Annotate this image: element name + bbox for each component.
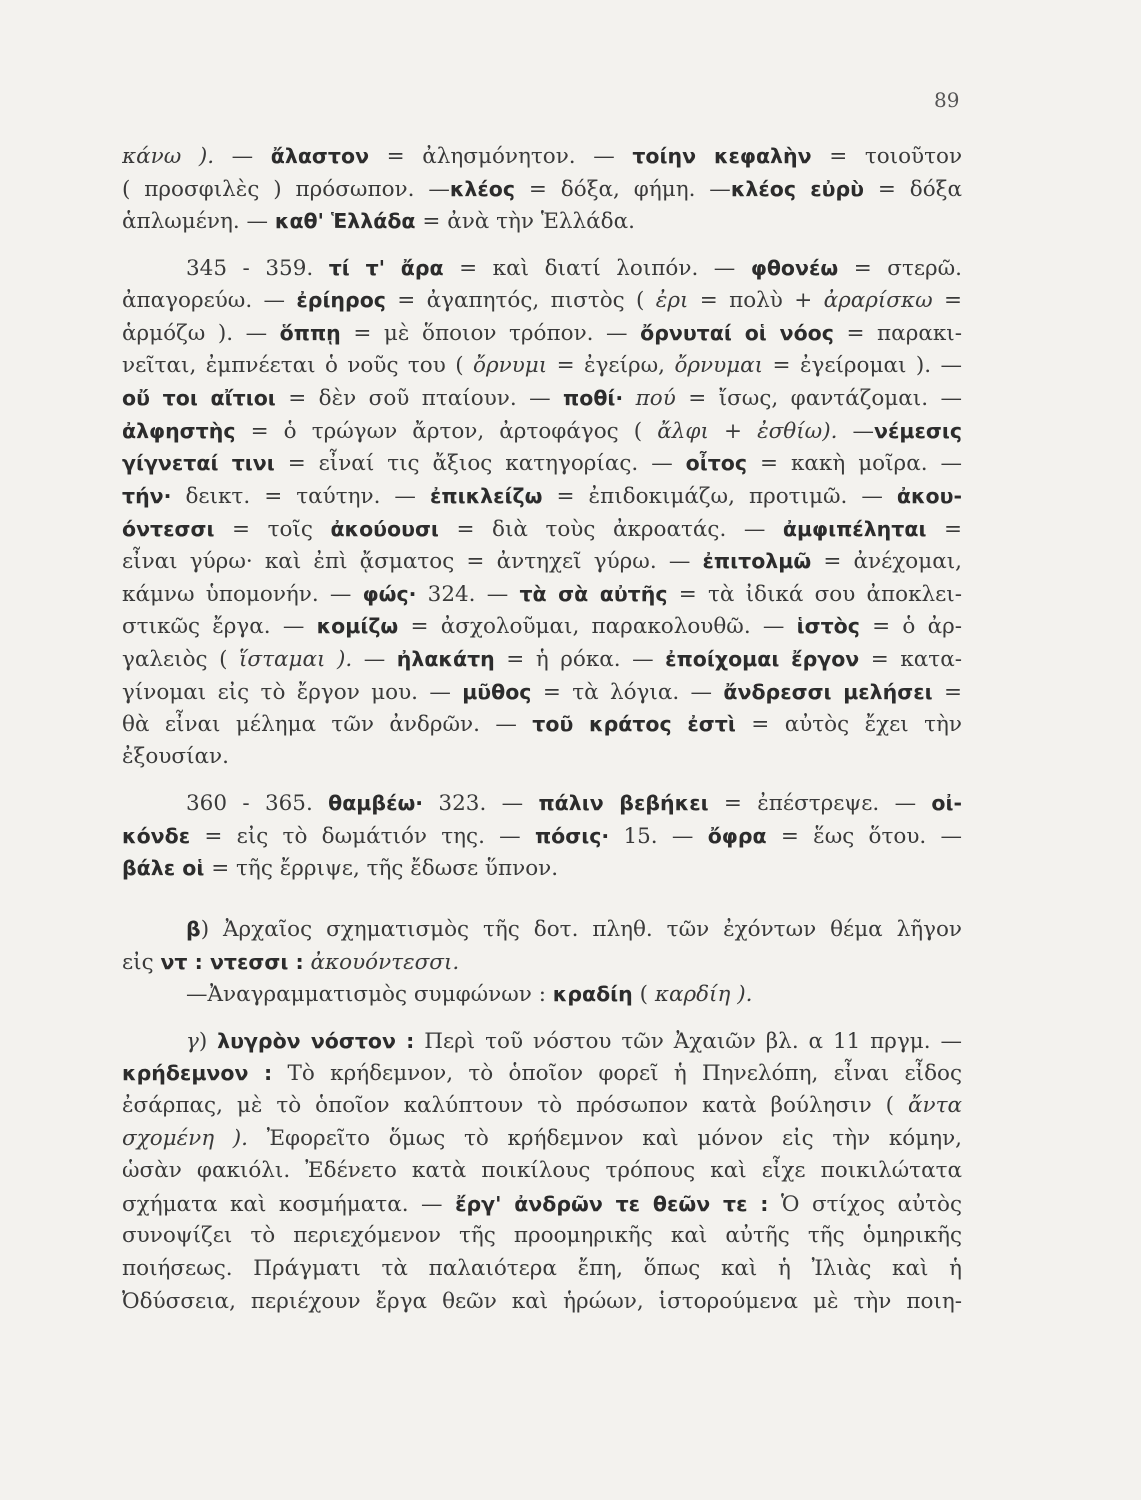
headword: ἀμφιπέληται [782, 516, 927, 541]
paragraph-gap [122, 885, 962, 899]
text-segment: = ἐγείρω, [547, 352, 675, 378]
headword: ἀκου- [896, 483, 962, 508]
text-segment: = μὲ ὅποιον τρόπον. — [340, 320, 641, 346]
headword: οὔ τοι αἴτιοι [122, 386, 276, 411]
headword: ποθί· [563, 386, 624, 411]
text-line [122, 173, 962, 206]
text-segment: = πολὺ + [688, 288, 824, 314]
text-line [122, 578, 962, 611]
text-segment: = ἐγείρομαι ). — [763, 352, 962, 378]
headword: πάλιν βεβήκει [538, 791, 709, 816]
text-line [122, 741, 962, 774]
headword: β [186, 917, 201, 942]
text-segment: = ἐπιδοκιμάζω, προτιμῶ. — [542, 483, 897, 509]
headword: πόσις· [534, 823, 610, 848]
text-segment: συνοψίζει τὸ περιεχόμενον τῆς προομηρικῆς καὶ αὐτῆς τῆς ὁμηρικῆς [122, 1223, 962, 1249]
text-line [122, 415, 962, 448]
text-line [122, 350, 962, 383]
headword: τὰ σὰ αὐτῆς [519, 581, 668, 606]
text-segment: = τὰ ἰδικά σου ἀποκλει- [667, 581, 962, 607]
headword: ἐρίηρος [296, 288, 386, 313]
headword: κόνδε [122, 823, 191, 848]
headword: γίγνεταί τινι [122, 451, 275, 476]
text-segment: ἐξουσίαν. [122, 743, 229, 769]
italic-text: ὄρνυμι [473, 352, 548, 378]
text-line [122, 852, 962, 885]
text-line [122, 447, 962, 480]
text-segment: —Ἀναγραμματισμὸς συμφώνων : [186, 982, 553, 1008]
text-segment: = [926, 516, 962, 542]
text-segment: = τῆς ἔρριψε, τῆς ἔδωσε ὕπνον. [204, 856, 559, 882]
headword: λυγρὸν νόστον : [217, 1028, 415, 1053]
text-line [122, 545, 962, 578]
text-segment: θὰ εἶναι μέλημα τῶν ἀνδρῶν. — [122, 712, 533, 738]
text-segment: Ὁ στίχος αὐτὸς [768, 1191, 962, 1217]
headword: ἄνδρεσσι μελήσει [723, 679, 933, 704]
text-segment: = ἀνέχομαι, [811, 549, 962, 575]
text-segment: = στερῶ. [838, 255, 962, 281]
text-segment: Περὶ τοῦ νόστου τῶν Ἀχαιῶν βλ. α 11 πργμ. — [414, 1028, 962, 1054]
text-segment: = τοιοῦτον [811, 144, 962, 169]
text-segment: γίνομαι εἰς τὸ ἔργον μου. — [122, 679, 463, 705]
headword: φθονέω [750, 255, 839, 280]
page-number: 89 [934, 88, 960, 112]
text-segment: στικῶς ἔργα. — [122, 614, 317, 640]
text-line [122, 1025, 962, 1058]
italic-text: γ [186, 1028, 199, 1054]
headword: ὄφρα [707, 823, 767, 848]
italic-text: ὄρνυμαι [674, 352, 764, 378]
text-segment: = ἐπέστρεψε. — [708, 791, 932, 817]
text-segment: ἁρμόζω ). — [122, 320, 280, 346]
text-segment: = ἀγαπητός, πιστὸς ( [385, 288, 656, 314]
text-line [122, 284, 962, 317]
text-line [122, 820, 962, 853]
headword: κλέος εὐρὺ [730, 176, 864, 201]
text-body [122, 140, 962, 1318]
text-segment: = εἰς τὸ δωμάτιόν της. — [190, 823, 535, 849]
text-segment: = καὶ διατί λοιπόν. — [443, 255, 751, 281]
italic-text: ἄλφι + ἐσθίω). [657, 418, 838, 444]
text-line [122, 1253, 962, 1286]
text-segment: Ἐφορεῖτο ὅμως τὸ κρήδεμνον καὶ μόνον εἰς τὴν κόμην, [248, 1125, 962, 1151]
text-segment: = κακὴ μοῖρα. — [747, 451, 962, 477]
headword: ὄρνυταί οἱ νόος [640, 320, 834, 345]
headword: κλέος [449, 176, 516, 201]
headword: μῦθος [462, 679, 532, 704]
text-line [122, 946, 962, 979]
headword: τοῦ κράτος ἐστὶ [532, 712, 736, 737]
text-segment: γαλειὸς ( [122, 646, 239, 672]
text-line [122, 205, 962, 238]
italic-text: καρδίη ). [654, 982, 753, 1008]
text-segment [623, 386, 635, 411]
headword: ἠλακάτη [396, 646, 495, 671]
italic-text: ἄντα [907, 1093, 962, 1119]
text-segment: = ὁ τρώγων ἄρτον, ἀρτοφάγος ( [235, 418, 658, 444]
text-segment: εἰς [122, 949, 161, 975]
text-line [122, 1090, 962, 1123]
text-segment: = αὐτὸς ἔχει τὴν [735, 712, 962, 738]
text-segment: — [214, 144, 271, 169]
italic-text: ἀκουόντεσσι. [310, 949, 460, 975]
text-line [122, 676, 962, 709]
text-segment: ἐσάρπας, μὲ τὸ ὁποῖον καλύπτουν τὸ πρόσωπον κατὰ βούλησιν ( [122, 1093, 908, 1119]
text-segment: = ἡ ρόκα. — [494, 646, 666, 672]
text-segment: = ἴσως, φαντάζομαι. — [675, 386, 962, 412]
paragraph-gap [122, 238, 962, 252]
text-line [122, 643, 962, 676]
text-segment: δεικτ. = ταύτην. — [171, 483, 430, 509]
text-segment: κάμνω ὑπομονήν. — [122, 581, 363, 607]
headword: τί τ' ἄρα [328, 255, 444, 280]
text-segment [304, 950, 311, 975]
italic-text: ἵσταμαι ). [239, 646, 353, 672]
headword: καθ' Ἑλλάδα [274, 209, 416, 234]
headword: οἶτος [685, 451, 748, 476]
text-segment: ) [198, 1028, 218, 1054]
italic-text: κάνω ). [122, 144, 215, 169]
text-segment: = δὲν σοῦ πταίουν. — [275, 386, 564, 412]
text-segment: = διὰ τοὺς ἀκροατάς. — [438, 516, 783, 542]
headword: κρήδεμνον : [122, 1061, 273, 1086]
text-segment: ὡσὰν φακιόλι. Ἐδένετο κατὰ ποικίλους τρόπους καὶ εἶχε ποικιλώτατα [122, 1158, 962, 1184]
headword: ἐπικλείζω [429, 483, 543, 508]
text-segment: = [932, 288, 962, 314]
text-segment: = εἶναί τις ἄξιος κατηγορίας. — [274, 451, 686, 477]
text-segment: 360 - 365. [186, 791, 329, 817]
text-line [122, 1057, 962, 1090]
headword: τοίην κεφαλὴν [632, 144, 812, 168]
paragraph-gap [122, 773, 962, 787]
headword: ἐπιτολμῶ [702, 549, 812, 574]
headword: ὅππῃ [279, 320, 341, 345]
text-segment: Τὸ κρήδεμνον, τὸ ὁποῖον φορεῖ ἡ Πηνελόπη, εἶναι εἶδος [272, 1061, 962, 1087]
italic-text: πού [635, 386, 676, 412]
text-line [122, 252, 962, 285]
headword: ντ : ντεσσι : [160, 949, 304, 974]
text-line [122, 140, 962, 173]
text-segment: = ἕως ὅτου. — [766, 823, 962, 849]
text-line [122, 480, 962, 513]
headword: κομίζω [316, 614, 399, 639]
text-segment: = δόξα [863, 176, 962, 202]
text-line [122, 1123, 962, 1156]
text-line [122, 913, 962, 946]
text-segment: = ἀνὰ τὴν Ἑλλάδα. [415, 209, 635, 235]
text-line [122, 1188, 962, 1221]
text-segment: ἀπαγορεύω. — [122, 288, 297, 314]
paragraph-gap [122, 899, 962, 913]
headword: φώς· [362, 581, 417, 606]
headword: ἀλφηστὴς [122, 418, 236, 443]
text-line [122, 978, 962, 1011]
text-segment: εἶναι γύρω· καὶ ἐπὶ ᾄσματος = ἀντηχεῖ γύρω. — [122, 549, 703, 575]
text-segment: ( [632, 982, 655, 1008]
text-line [122, 382, 962, 415]
text-segment: 324. — [416, 581, 520, 607]
text-segment: — [352, 646, 397, 672]
text-line [122, 708, 962, 741]
text-segment: — [837, 418, 875, 444]
text-line [122, 1155, 962, 1188]
headword: όντεσσι [122, 516, 215, 541]
text-segment: = τὰ λόγια. — [531, 679, 724, 705]
text-segment: = παρακι- [833, 320, 962, 346]
headword: νέμεσις [874, 418, 962, 443]
headword: ἱστὸς [796, 614, 860, 639]
headword: ἄλαστον [270, 144, 370, 168]
italic-text: ἀραρίσκω [823, 288, 933, 314]
text-line [122, 1286, 962, 1319]
text-line [122, 1220, 962, 1253]
text-segment: = [932, 679, 962, 705]
text-line [122, 317, 962, 350]
text-segment: = ὁ ἀρ- [859, 614, 962, 640]
text-segment: = ἀσχολοῦμαι, παρακολουθῶ. — [398, 614, 797, 640]
text-segment: ) Ἀρχαῖος σχηματισμὸς τῆς δοτ. πληθ. τῶν ἐχόντων θέμα λῆγον [200, 917, 962, 943]
italic-text: σχομένη ). [122, 1125, 249, 1151]
headword: ἀκούουσι [330, 516, 439, 541]
paragraph-gap [122, 1011, 962, 1025]
text-segment: = ἀλησμόνητον. — [369, 144, 633, 169]
italic-text: ἐρι [655, 288, 689, 314]
text-segment: σχήματα καὶ κοσμήματα. — [122, 1191, 456, 1217]
text-segment: 15. — [609, 823, 708, 849]
text-line [122, 513, 962, 546]
headword: κραδίη [552, 982, 633, 1007]
text-segment: ( προσφιλὲς ) πρόσωπον. — [122, 176, 450, 202]
text-segment: = δόξα, φήμη. — [515, 176, 731, 202]
text-segment: νεῖται, ἐμπνέεται ὁ νοῦς του ( [122, 352, 474, 378]
text-segment: = κατα- [859, 646, 962, 672]
text-line [122, 787, 962, 820]
text-segment: ποιήσεως. Πράγματι τὰ παλαιότερα ἔπη, ὅπως καὶ ἡ Ἰλιὰς καὶ ἡ [122, 1256, 962, 1281]
text-segment: Ὀδύσσεια, περιέχουν ἔργα θεῶν καὶ ἡρώων, ἱστορούμενα μὲ τὴν ποιη- [122, 1288, 962, 1314]
text-segment: ἁπλωμένη. — [122, 209, 275, 235]
text-segment: 323. — [423, 791, 539, 817]
text-segment: 345 - 359. [186, 255, 329, 281]
headword: ἐποίχομαι ἔργον [665, 646, 860, 671]
headword: ἔργ' ἀνδρῶν τε θεῶν τε : [455, 1191, 769, 1216]
headword: τήν· [122, 483, 172, 508]
headword: θαμβέω· [328, 791, 424, 816]
text-line [122, 610, 962, 643]
headword: οἰ- [931, 791, 962, 816]
headword: βάλε οἱ [122, 856, 205, 881]
text-segment: = τοῖς [214, 516, 331, 542]
